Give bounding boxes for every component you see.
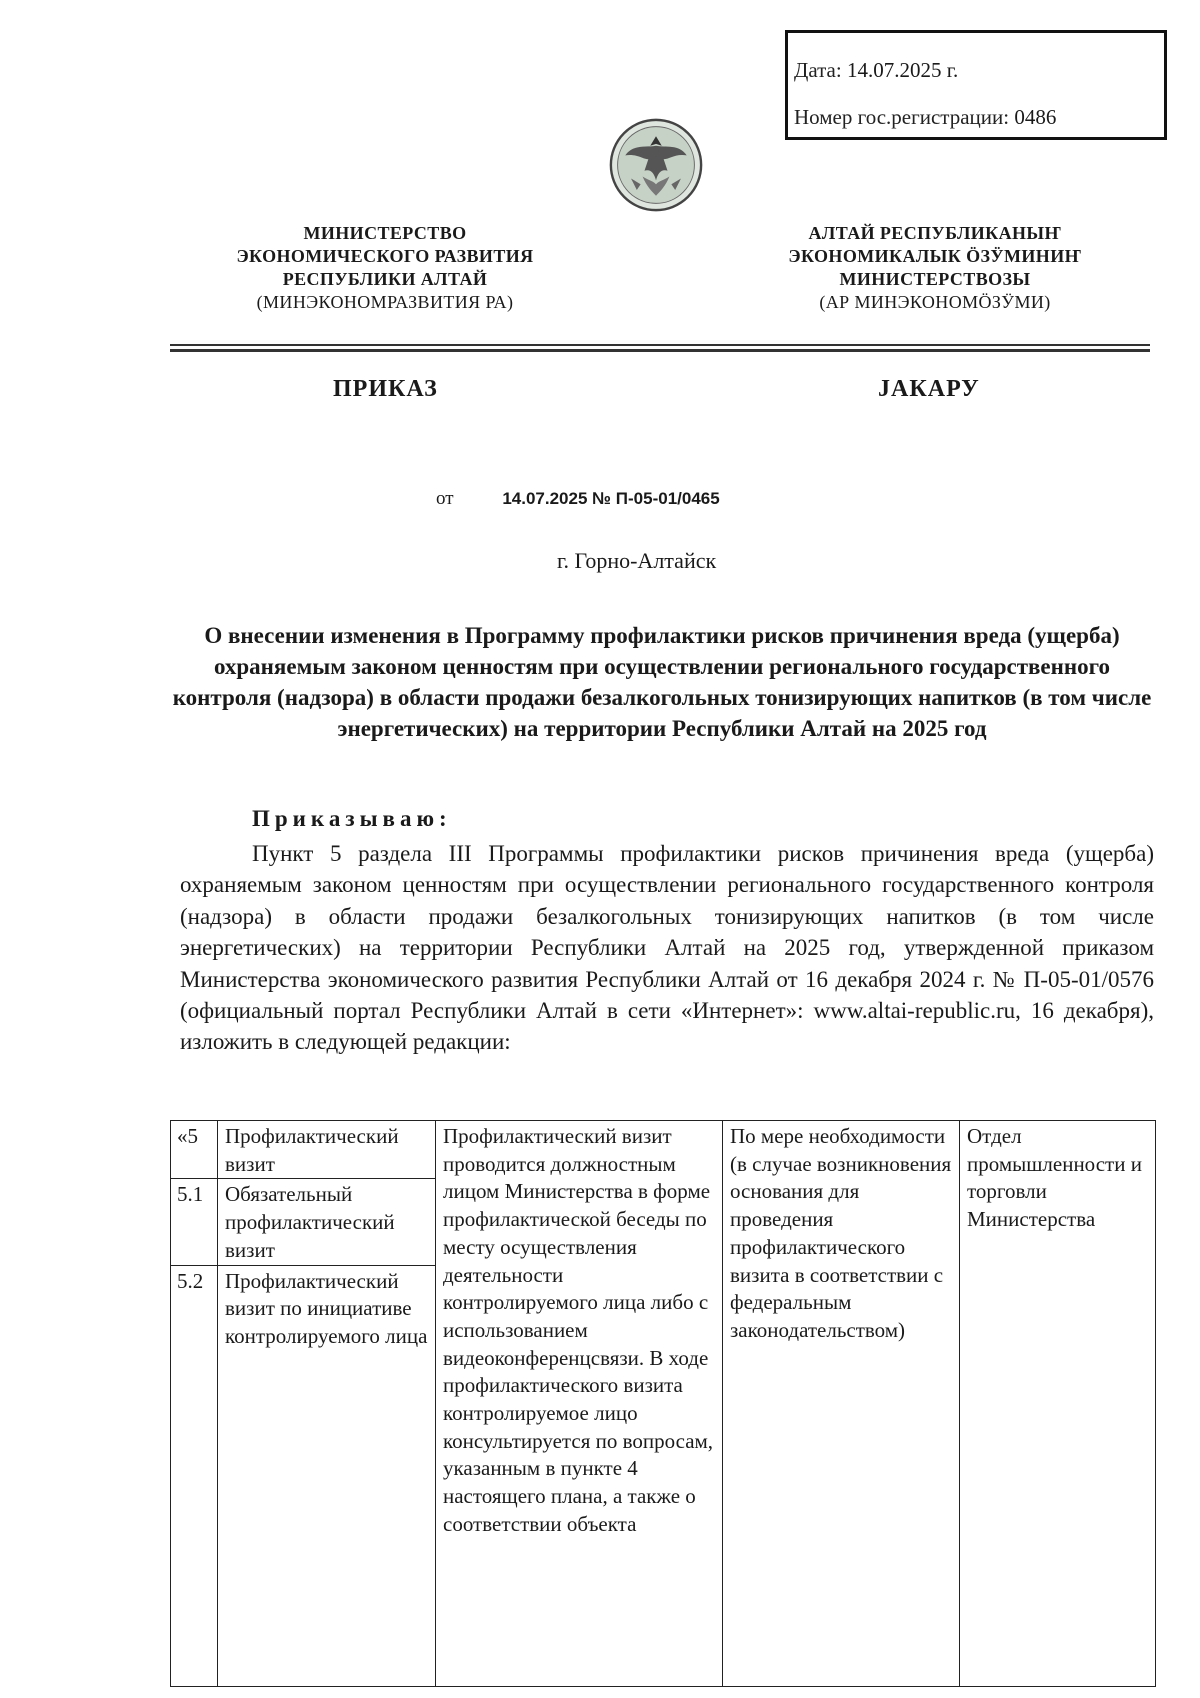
ministry-alt-line-1: АЛТАЙ РЕСПУБЛИКАНЫҤ (808, 223, 1062, 243)
visit-responsible: Отдел промышленности и торговли Министерства (960, 1121, 1156, 1687)
registration-number-value: 0486 (1014, 105, 1057, 129)
table-row (171, 1121, 1156, 1179)
order-from-label: от (436, 488, 454, 509)
ministry-name-russian (190, 222, 580, 314)
order-word: Приказываю: (252, 806, 452, 831)
header-divider-top (170, 344, 1150, 346)
row-name: Обязательный профилактический визит (218, 1179, 436, 1265)
row-number: 5.1 (171, 1179, 218, 1265)
coat-of-arms-icon (608, 117, 704, 213)
ministry-ru-abbreviation: (МИНЭКОНОМРАЗВИТИЯ РА) (256, 292, 514, 312)
registration-stamp (785, 30, 1167, 140)
ministry-alt-abbreviation: (АР МИНЭКОНОМÖЗӰМИ) (819, 292, 1051, 312)
registration-number-label: Номер гос.регистрации: (794, 105, 1010, 129)
registration-number-line (794, 94, 1164, 141)
visit-description: Профилактический визит проводится должностным лицом Министерства в форме профилактической беседы по месту осуществления деятельности контролируемого лица либо с использованием видеоконференцсвязи. В ходе профилактического визита контролируемое лицо консультируется по вопросам, указанным в пункте 4 настоящего плана, а также о соответствии объекта (436, 1121, 723, 1687)
visit-term: По мере необходимости (в случае возникновения основания для проведения профилактического визита в соответствии с федеральным законодательством) (723, 1121, 960, 1687)
row-number: «5 (171, 1121, 218, 1179)
document-title: О внесении изменения в Программу профилактики рисков причинения вреда (ущерба) охраняемым законом ценностям при осуществлении регионального государственного контроля (надзора) в области продажи безалкогольных тонизирующих напитков (в том числе энергетических) на территории Республики Алтай на 2025 год (172, 623, 1152, 741)
order-number: 14.07.2025 № П-05-01/0465 (502, 489, 720, 508)
ministry-alt-line-3: МИНИСТЕРСТВОЗЫ (839, 269, 1031, 289)
row-name: Профилактический визит (218, 1121, 436, 1179)
ministry-ru-line-2: ЭКОНОМИЧЕСКОГО РАЗВИТИЯ (236, 246, 534, 266)
row-name: Профилактический визит по инициативе контролируемого лица (218, 1265, 436, 1686)
order-date-number (436, 488, 720, 510)
ministry-ru-line-3: РЕСПУБЛИКИ АЛТАЙ (282, 269, 488, 289)
ministry-alt-line-2: ЭКОНОМИКАЛЫК ÖЗӰМИНИҤ (788, 246, 1082, 266)
registration-date-label: Дата: (794, 58, 842, 82)
amendment-table (170, 1120, 1156, 1687)
ministry-ru-line-1: МИНИСТЕРСТВО (303, 223, 467, 243)
registration-date-value: 14.07.2025 г. (846, 58, 959, 82)
doc-type-russian: ПРИКАЗ (333, 376, 438, 402)
order-city: г. Горно-Алтайск (557, 548, 717, 573)
registration-date-line (794, 47, 1164, 94)
ministry-name-altai (740, 222, 1130, 314)
doc-type-altai: JАКАРУ (878, 376, 980, 402)
header-divider-bottom (170, 349, 1150, 352)
row-number: 5.2 (171, 1265, 218, 1686)
body-paragraph: Пункт 5 раздела III Программы профилактики рисков причинения вреда (ущерба) охраняемым законом ценностям при осуществлении регионального государственного контроля (надзора) в области продажи безалкогольных тонизирующих напитков (в том числе энергетических) на территории Республики Алтай на 2025 год, утвержденной приказом Министерства экономического развития Республики Алтай от 16 декабря 2024 г. № П-05-01/0576 (официальный портал Республики Алтай в сети «Интернет»: www.altai-republic.ru, 16 декабря), изложить в следующей редакции: (180, 841, 1154, 1055)
